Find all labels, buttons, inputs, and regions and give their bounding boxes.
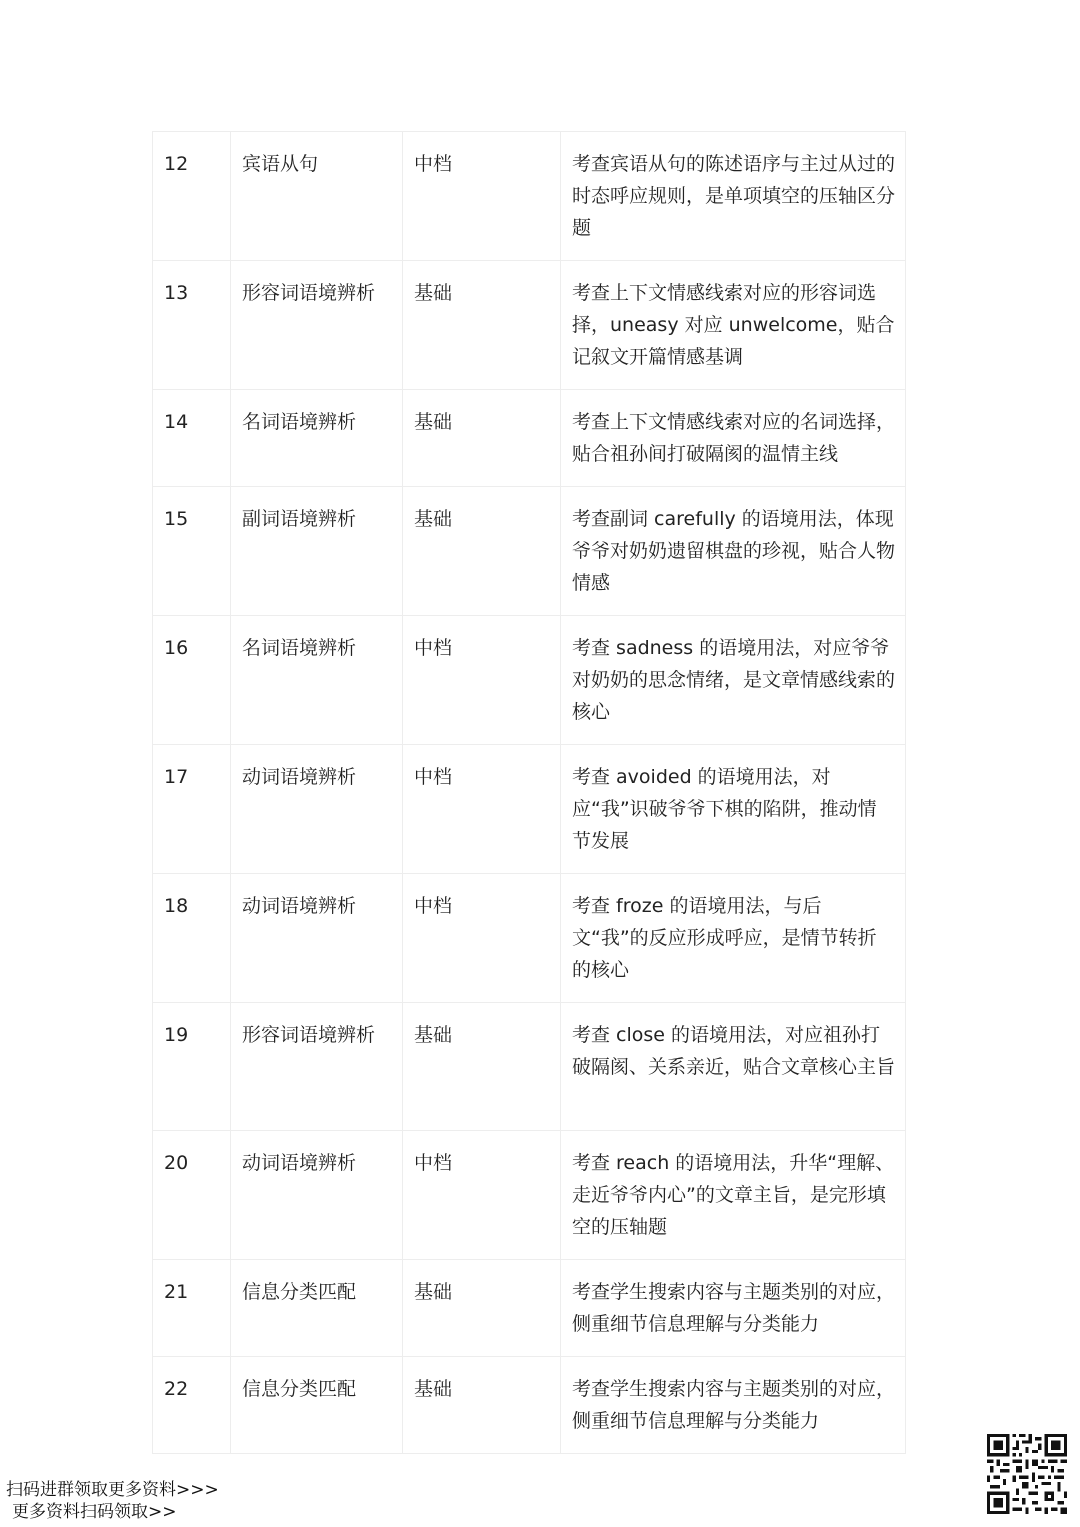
question-number: 21: [153, 1260, 231, 1357]
difficulty-level: 中档: [403, 616, 561, 745]
question-number: 19: [153, 1003, 231, 1131]
table-body: [153, 132, 906, 1454]
difficulty-level: 中档: [403, 874, 561, 1003]
question-type: 信息分类匹配: [231, 1357, 403, 1454]
table-row: [153, 261, 906, 390]
difficulty-level: 基础: [403, 1357, 561, 1454]
table-row: [153, 487, 906, 616]
question-type: 宾语从句: [231, 132, 403, 261]
question-description: 考查 close 的语境用法，对应祖孙打破隔阂、关系亲近，贴合文章核心主旨: [561, 1003, 906, 1131]
table-row: [153, 132, 906, 261]
table-row: [153, 616, 906, 745]
question-description: 考查副词 carefully 的语境用法，体现爷爷对奶奶遗留棋盘的珍视，贴合人物情感: [561, 487, 906, 616]
question-type: 动词语境辨析: [231, 745, 403, 874]
question-description: 考查 froze 的语境用法，与后文“我”的反应形成呼应，是情节转折的核心: [561, 874, 906, 1003]
difficulty-level: 中档: [403, 745, 561, 874]
question-type: 动词语境辨析: [231, 874, 403, 1003]
question-type: 信息分类匹配: [231, 1260, 403, 1357]
question-type: 副词语境辨析: [231, 487, 403, 616]
table-row: [153, 1357, 906, 1454]
difficulty-level: 基础: [403, 1003, 561, 1131]
question-type: 动词语境辨析: [231, 1131, 403, 1260]
question-description: 考查学生搜索内容与主题类别的对应，侧重细节信息理解与分类能力: [561, 1260, 906, 1357]
question-number: 14: [153, 390, 231, 487]
question-type: 形容词语境辨析: [231, 261, 403, 390]
question-description: 考查 sadness 的语境用法，对应爷爷对奶奶的思念情绪，是文章情感线索的核心: [561, 616, 906, 745]
question-number: 18: [153, 874, 231, 1003]
question-description: 考查 avoided 的语境用法，对应“我”识破爷爷下棋的陷阱，推动情节发展: [561, 745, 906, 874]
question-description: 考查宾语从句的陈述语序与主过从过的时态呼应规则，是单项填空的压轴区分题: [561, 132, 906, 261]
question-number: 20: [153, 1131, 231, 1260]
difficulty-level: 中档: [403, 1131, 561, 1260]
question-number: 17: [153, 745, 231, 874]
table-row: [153, 1260, 906, 1357]
table-row: [153, 745, 906, 874]
question-type: 形容词语境辨析: [231, 1003, 403, 1131]
question-number: 22: [153, 1357, 231, 1454]
difficulty-level: 基础: [403, 487, 561, 616]
difficulty-level: 基础: [403, 390, 561, 487]
difficulty-level: 基础: [403, 1260, 561, 1357]
question-type: 名词语境辨析: [231, 390, 403, 487]
table-row: [153, 1131, 906, 1260]
difficulty-level: 基础: [403, 261, 561, 390]
difficulty-level: 中档: [403, 132, 561, 261]
question-number: 15: [153, 487, 231, 616]
table-row: [153, 390, 906, 487]
question-number: 12: [153, 132, 231, 261]
table-row: [153, 874, 906, 1003]
question-description: 考查上下文情感线索对应的名词选择，贴合祖孙间打破隔阂的温情主线: [561, 390, 906, 487]
question-number: 16: [153, 616, 231, 745]
footer-promo-subtext: 更多资料扫码领取>>: [12, 1502, 177, 1522]
question-description: 考查学生搜索内容与主题类别的对应，侧重细节信息理解与分类能力: [561, 1357, 906, 1454]
question-number: 13: [153, 261, 231, 390]
table-row: [153, 1003, 906, 1131]
qr-code-icon[interactable]: [987, 1434, 1067, 1514]
footer-promo-text: 扫码进群领取更多资料>>>: [6, 1480, 219, 1500]
question-description: 考查上下文情感线索对应的形容词选择，uneasy 对应 unwelcome，贴合记叙文开篇情感基调: [561, 261, 906, 390]
question-type: 名词语境辨析: [231, 616, 403, 745]
question-description: 考查 reach 的语境用法，升华“理解、走近爷爷内心”的文章主旨，是完形填空的压轴题: [561, 1131, 906, 1260]
question-analysis-table: [152, 131, 906, 1454]
